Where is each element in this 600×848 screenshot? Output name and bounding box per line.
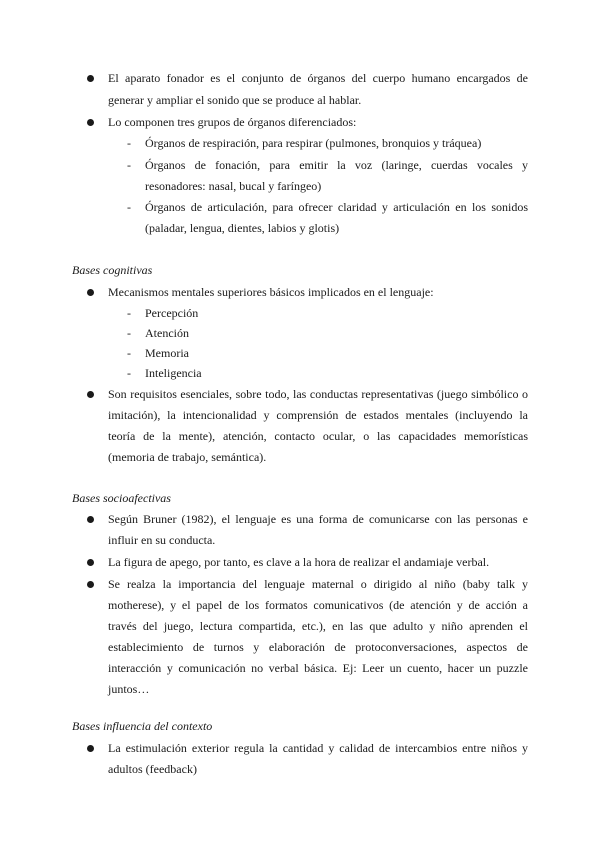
paragraph-line: Según Bruner (1982), el lenguaje es una forma de comunicarse con las personas e [108,512,528,526]
paragraph-line: adultos (feedback) [108,762,197,776]
sub-item: Órganos de articulación, para ofrecer claridad y articulación en los sonidos [145,200,528,214]
sub-item: Órganos de respiración, para respirar (pulmones, bronquios y tráquea) [145,136,482,150]
paragraph-line: través del juego, lectura compartida, etc.), en las que adulto y niño aprenden el [108,619,528,633]
sub-item: Órganos de fonación, para emitir la voz (laringe, cuerdas vocales y [145,158,528,172]
list-item: Atención [145,326,189,340]
list-item: Inteligencia [145,366,202,380]
list-item: Memoria [145,346,189,360]
paragraph-line: interacción y comunicación no verbal básica. Ej: Leer un cuento, hacer un puzzle [108,661,528,675]
paragraph-line: Son requisitos esenciales, sobre todo, las conductas representativas (juego simbólico o [108,387,528,401]
bullet-icon [87,289,94,296]
bullet-icon [87,119,94,126]
bullet-icon [87,391,94,398]
dash-marker: - [127,136,131,150]
sub-item: resonadores: nasal, bucal y faríngeo) [145,179,322,193]
paragraph-line: La estimulación exterior regula la cantidad y calidad de intercambios entre niños y [108,741,528,755]
list-item: Percepción [145,306,199,320]
dash-marker: - [127,158,131,172]
paragraph-line: teoría de la mente), atención, contacto ocular, o las capacidades memorísticas [108,429,528,443]
paragraph-line: generar y ampliar el sonido que se produce al hablar. [108,93,362,107]
dash-marker: - [127,366,131,380]
paragraph-line: Mecanismos mentales superiores básicos implicados en el lenguaje: [108,285,434,299]
paragraph-line: imitación), la intencionalidad y comprensión de estados mentales (incluyendo la [108,408,528,422]
paragraph-line: influir en su conducta. [108,533,216,547]
paragraph-line: Se realza la importancia del lenguaje maternal o dirigido al niño (baby talk y [108,577,528,591]
paragraph-line: La figura de apego, por tanto, es clave a la hora de realizar el andamiaje verbal. [108,555,490,569]
bullet-icon [87,581,94,588]
paragraph-line: (memoria de trabajo, semántica). [108,450,267,464]
bullet-icon [87,559,94,566]
paragraph-line: juntos… [108,682,150,696]
dash-marker: - [127,306,131,320]
dash-marker: - [127,200,131,214]
section-heading: Bases influencia del contexto [72,719,213,733]
bullet-icon [87,516,94,523]
dash-marker: - [127,326,131,340]
bullet-icon [87,75,94,82]
section-heading: Bases cognitivas [72,263,153,277]
paragraph-line: motherese), y el papel de los formatos comunicativos (de atención y de acción a [108,598,528,612]
paragraph-line: El aparato fonador es el conjunto de órganos del cuerpo humano encargados de [108,71,528,85]
bullet-icon [87,745,94,752]
paragraph-line: Lo componen tres grupos de órganos diferenciados: [108,115,357,129]
section-heading: Bases socioafectivas [72,491,171,505]
dash-marker: - [127,346,131,360]
sub-item: (paladar, lengua, dientes, labios y glotis) [145,221,340,235]
paragraph-line: establecimiento de turnos y elaboración de protoconversaciones, aspectos de [108,640,528,654]
